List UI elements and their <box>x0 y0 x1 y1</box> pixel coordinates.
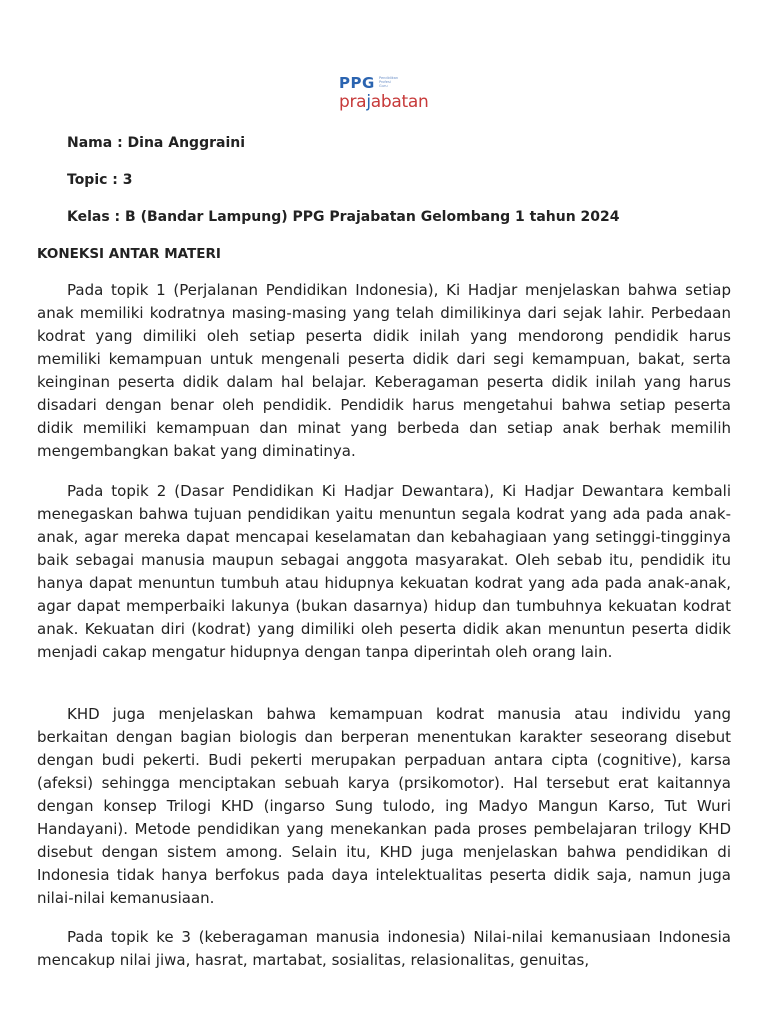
logo-subtitle <box>379 76 423 88</box>
logo-subtitle-line: Profesi <box>379 80 391 84</box>
paragraph: Pada topik 2 (Dasar Pendidikan Ki Hadjar Dewantara), Ki Hadjar Dewantara kembali menegaskan bahwa tujuan pendidikan yaitu menuntun segala kodrat yang ada pada anak-anak, agar mereka dapat mencapai keselamatan dan kebahagiaan yang setinggi-tingginya baik sebagai manusia maupun sebagai anggota masyarakat. Oleh sebab itu, pendidik itu hanya dapat menuntun tumbuh atau hidupnya kekuatan kodrat yang ada pada anak-anak, agar dapat memperbaiki lakunya (bukan dasarnya) hidup dan tumbuhnya kekuatan kodrat anak. Kekuatan diri (kodrat) yang dimiliki oleh peserta didik akan menuntun peserta didik menjadi cakap mengatur hidupnya dengan tanpa diperintah oleh orang lain. <box>37 482 731 661</box>
logo-subtitle-line: Guru <box>379 84 388 88</box>
logo-j: j <box>366 92 371 112</box>
paragraph: Pada topik 1 (Perjalanan Pendidikan Indonesia), Ki Hadjar menjelaskan bahwa setiap anak memiliki kodratnya masing-masing yang telah dimilikinya dari sejak lahir. Perbedaan kodrat yang dimiliki oleh setiap peserta didik inilah yang mendorong pendidik harus memiliki kemampuan untuk mengenali peserta didik dari segi kemampuan, bakat, serta keinginan peserta didik dalam hal belajar. Keberagaman peserta didik inilah yang harus disadari dengan benar oleh pendidik. Pendidik harus mengetahui bahwa setiap peserta didik memiliki kemampuan dan minat yang berbeda dan setiap anak berhak memilih mengembangkan bakat yang diminatinya. <box>37 281 731 460</box>
topic-number: Topic : 3 <box>67 172 133 188</box>
logo-abatan: abatan <box>370 92 429 112</box>
student-name: Nama : Dina Anggraini <box>67 135 246 151</box>
section-heading: KONEKSI ANTAR MATERI <box>37 246 221 262</box>
logo-subtitle-line: Pendidikan <box>379 76 399 80</box>
logo-prajabatan-text <box>339 92 428 112</box>
logo-ppg-text: PPG <box>339 74 375 92</box>
logo-pra: pra <box>339 92 367 112</box>
ppg-prajabatan-logo <box>339 74 439 114</box>
paragraph: KHD juga menjelaskan bahwa kemampuan kodrat manusia atau individu yang berkaitan dengan bagian biologis dan berperan menentukan karakter seseorang disebut dengan budi pekerti. Budi pekerti merupakan perpaduan antara cipta (cognitive), karsa (afeksi) sehingga menciptakan sebuah karya (prsikomotor). Hal tersebut erat kaitannya dengan konsep Trilogi KHD (ingarso Sung tulodo, ing Madyo Mangun Karso, Tut Wuri Handayani). Metode pendidikan yang menekankan pada proses pembelajaran trilogy KHD disebut dengan sistem among. Selain itu, KHD juga menjelaskan bahwa pendidikan di Indonesia tidak hanya berfokus pada daya intelektualitas peserta didik saja, namun juga nilai-nilai kemanusiaan. <box>37 705 731 907</box>
paragraph: Pada topik ke 3 (keberagaman manusia indonesia) Nilai-nilai kemanusiaan Indonesia mencakup nilai jiwa, hasrat, martabat, sosialitas, relasionalitas, genuitas, <box>37 928 731 969</box>
class-info: Kelas : B (Bandar Lampung) PPG Prajabatan Gelombang 1 tahun 2024 <box>67 209 620 225</box>
